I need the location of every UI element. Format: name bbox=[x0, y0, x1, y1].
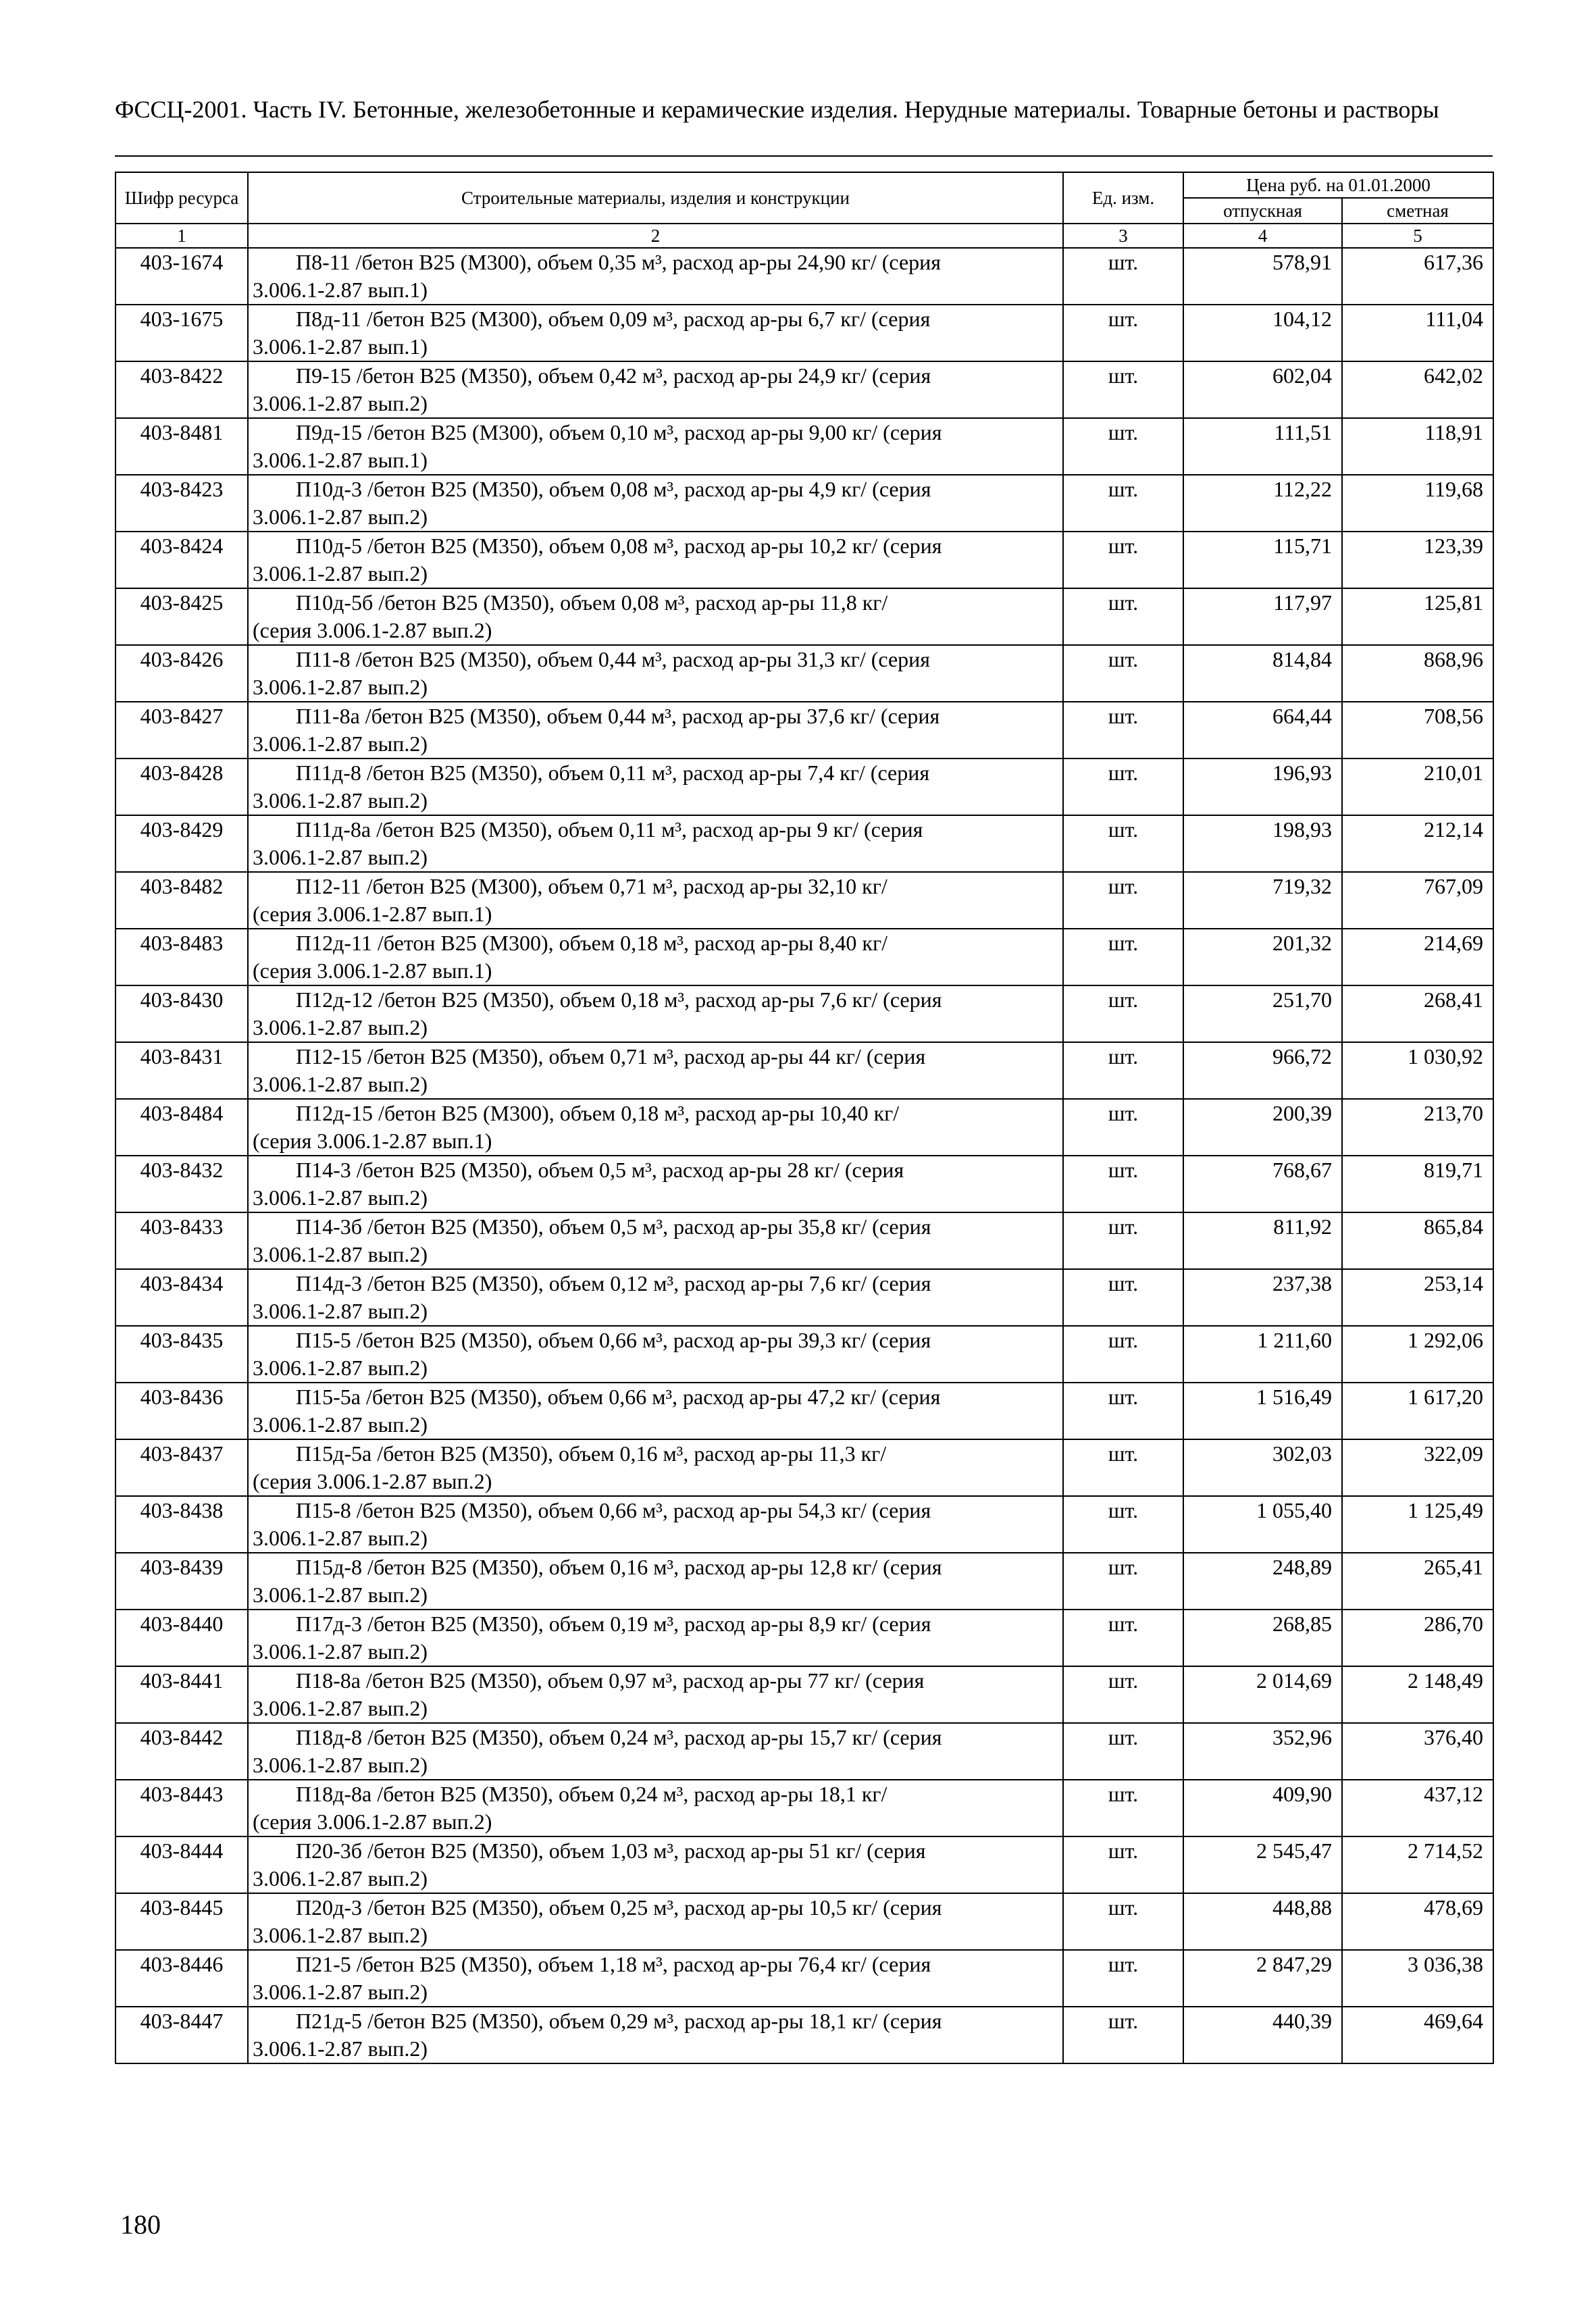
material-description bbox=[248, 1212, 1063, 1269]
resource-code: 403-8424 bbox=[115, 532, 248, 588]
unit: шт. bbox=[1063, 248, 1183, 305]
table-row bbox=[115, 759, 1493, 815]
resource-code: 403-8423 bbox=[115, 475, 248, 532]
description-line: П11д-8а /бетон В25 (М350), объем 0,11 м³, расход ар-ры 9 кг/ (серия bbox=[296, 817, 923, 842]
resource-code: 403-8435 bbox=[115, 1326, 248, 1383]
column-number: 3 bbox=[1063, 224, 1183, 248]
unit: шт. bbox=[1063, 985, 1183, 1042]
price-release: 251,70 bbox=[1183, 985, 1342, 1042]
description-series: 3.006.1-2.87 вып.2) bbox=[253, 731, 428, 756]
description-line: П12-11 /бетон В25 (М300), объем 0,71 м³, расход ар-ры 32,10 кг/ bbox=[296, 874, 887, 898]
description-line: П9-15 /бетон В25 (М350), объем 0,42 м³, расход ар-ры 24,9 кг/ (серия bbox=[296, 363, 931, 388]
description-series: 3.006.1-2.87 вып.2) bbox=[253, 788, 428, 813]
table-row bbox=[115, 1439, 1493, 1496]
description-line: П21д-5 /бетон В25 (М350), объем 0,29 м³, расход ар-ры 18,1 кг/ (серия bbox=[296, 2009, 942, 2033]
table-row bbox=[115, 929, 1493, 985]
table-row bbox=[115, 1610, 1493, 1666]
unit: шт. bbox=[1063, 815, 1183, 872]
price-estimate: 478,69 bbox=[1342, 1893, 1493, 1950]
price-estimate: 265,41 bbox=[1342, 1553, 1493, 1610]
price-release: 2 545,47 bbox=[1183, 1836, 1342, 1893]
description-series: 3.006.1-2.87 вып.1) bbox=[253, 334, 428, 359]
price-estimate: 708,56 bbox=[1342, 702, 1493, 759]
material-description bbox=[248, 1156, 1063, 1212]
page-header: ФССЦ-2001. Часть IV. Бетонные, железобетонные и керамические изделия. Нерудные материалы. Товарные бетоны и растворы bbox=[115, 96, 1439, 123]
resource-code: 403-8429 bbox=[115, 815, 248, 872]
table-row bbox=[115, 1893, 1493, 1950]
description-line: П18д-8а /бетон В25 (М350), объем 0,24 м³, расход ар-ры 18,1 кг/ bbox=[296, 1782, 887, 1806]
material-description bbox=[248, 1666, 1063, 1723]
price-estimate: 1 617,20 bbox=[1342, 1383, 1493, 1439]
unit: шт. bbox=[1063, 1723, 1183, 1780]
table-row bbox=[115, 1950, 1493, 2007]
resource-code: 403-8444 bbox=[115, 1836, 248, 1893]
price-release: 966,72 bbox=[1183, 1042, 1342, 1099]
description-line: П14-3 /бетон В25 (М350), объем 0,5 м³, расход ар-ры 28 кг/ (серия bbox=[296, 1158, 904, 1182]
description-series: 3.006.1-2.87 вып.2) bbox=[253, 391, 428, 415]
unit: шт. bbox=[1063, 1269, 1183, 1326]
table-row bbox=[115, 985, 1493, 1042]
unit: шт. bbox=[1063, 1666, 1183, 1723]
description-series: 3.006.1-2.87 вып.2) bbox=[253, 2036, 428, 2061]
unit: шт. bbox=[1063, 1042, 1183, 1099]
table-row bbox=[115, 1553, 1493, 1610]
material-description bbox=[248, 1383, 1063, 1439]
material-description bbox=[248, 645, 1063, 702]
description-line: П12д-12 /бетон В25 (М350), объем 0,18 м³, расход ар-ры 7,6 кг/ (серия bbox=[296, 987, 942, 1012]
description-series: 3.006.1-2.87 вып.2) bbox=[253, 561, 428, 586]
unit: шт. bbox=[1063, 1439, 1183, 1496]
description-line: П10д-5б /бетон В25 (М350), объем 0,08 м³, расход ар-ры 11,8 кг/ bbox=[296, 590, 888, 615]
resource-code: 403-8432 bbox=[115, 1156, 248, 1212]
price-table bbox=[115, 172, 1494, 2064]
table-row bbox=[115, 645, 1493, 702]
price-release: 104,12 bbox=[1183, 305, 1342, 361]
unit: шт. bbox=[1063, 305, 1183, 361]
description-line: П11-8а /бетон В25 (М350), объем 0,44 м³, расход ар-ры 37,6 кг/ (серия bbox=[296, 704, 940, 728]
price-release: 237,38 bbox=[1183, 1269, 1342, 1326]
unit: шт. bbox=[1063, 588, 1183, 645]
price-release: 602,04 bbox=[1183, 361, 1342, 418]
description-series: 3.006.1-2.87 вып.2) bbox=[253, 1526, 428, 1550]
description-line: П12д-15 /бетон В25 (М300), объем 0,18 м³, расход ар-ры 10,40 кг/ bbox=[296, 1101, 900, 1125]
description-line: П20д-3 /бетон В25 (М350), объем 0,25 м³, расход ар-ры 10,5 кг/ (серия bbox=[296, 1895, 942, 1920]
price-estimate: 3 036,38 bbox=[1342, 1950, 1493, 2007]
description-line: П8д-11 /бетон В25 (М300), объем 0,09 м³, расход ар-ры 6,7 кг/ (серия bbox=[296, 307, 931, 331]
resource-code: 403-8434 bbox=[115, 1269, 248, 1326]
description-line: П8-11 /бетон В25 (М300), объем 0,35 м³, расход ар-ры 24,90 кг/ (серия bbox=[296, 250, 941, 274]
description-line: П11д-8 /бетон В25 (М350), объем 0,11 м³, расход ар-ры 7,4 кг/ (серия bbox=[296, 761, 930, 785]
price-estimate: 469,64 bbox=[1342, 2007, 1493, 2063]
unit: шт. bbox=[1063, 1212, 1183, 1269]
unit: шт. bbox=[1063, 872, 1183, 929]
column-number: 4 bbox=[1183, 224, 1342, 248]
price-estimate: 865,84 bbox=[1342, 1212, 1493, 1269]
table-row bbox=[115, 2007, 1493, 2063]
unit: шт. bbox=[1063, 1950, 1183, 2007]
table-row bbox=[115, 1666, 1493, 1723]
unit: шт. bbox=[1063, 1156, 1183, 1212]
column-number: 2 bbox=[248, 224, 1063, 248]
table-row bbox=[115, 248, 1493, 305]
price-release: 200,39 bbox=[1183, 1099, 1342, 1156]
unit: шт. bbox=[1063, 2007, 1183, 2063]
description-series: 3.006.1-2.87 вып.2) bbox=[253, 845, 428, 869]
material-description bbox=[248, 1950, 1063, 2007]
description-series: (серия 3.006.1-2.87 вып.2) bbox=[253, 1469, 492, 1493]
price-estimate: 212,14 bbox=[1342, 815, 1493, 872]
unit: шт. bbox=[1063, 702, 1183, 759]
material-description bbox=[248, 475, 1063, 532]
material-description bbox=[248, 1553, 1063, 1610]
price-estimate: 123,39 bbox=[1342, 532, 1493, 588]
price-release: 196,93 bbox=[1183, 759, 1342, 815]
description-line: П18-8а /бетон В25 (М350), объем 0,97 м³, расход ар-ры 77 кг/ (серия bbox=[296, 1668, 925, 1693]
description-line: П15д-5а /бетон В25 (М350), объем 0,16 м³, расход ар-ры 11,3 кг/ bbox=[296, 1441, 887, 1466]
header-price-release: отпускная bbox=[1183, 198, 1342, 224]
price-release: 2 847,29 bbox=[1183, 1950, 1342, 2007]
unit: шт. bbox=[1063, 759, 1183, 815]
description-line: П12-15 /бетон В25 (М350), объем 0,71 м³, расход ар-ры 44 кг/ (серия bbox=[296, 1044, 926, 1069]
material-description bbox=[248, 985, 1063, 1042]
price-estimate: 119,68 bbox=[1342, 475, 1493, 532]
page-number: 180 bbox=[120, 2209, 161, 2240]
table-row bbox=[115, 1156, 1493, 1212]
price-release: 1 211,60 bbox=[1183, 1326, 1342, 1383]
description-series: (серия 3.006.1-2.87 вып.2) bbox=[253, 618, 492, 642]
price-estimate: 1 030,92 bbox=[1342, 1042, 1493, 1099]
description-line: П12д-11 /бетон В25 (М300), объем 0,18 м³, расход ар-ры 8,40 кг/ bbox=[296, 931, 887, 955]
price-estimate: 2 148,49 bbox=[1342, 1666, 1493, 1723]
material-description bbox=[248, 1439, 1063, 1496]
material-description bbox=[248, 248, 1063, 305]
resource-code: 403-8427 bbox=[115, 702, 248, 759]
description-series: 3.006.1-2.87 вып.2) bbox=[253, 1185, 428, 1210]
unit: шт. bbox=[1063, 418, 1183, 475]
material-description bbox=[248, 929, 1063, 985]
header-price-group: Цена руб. на 01.01.2000 bbox=[1183, 172, 1493, 198]
description-series: 3.006.1-2.87 вып.2) bbox=[253, 1242, 428, 1266]
description-line: П21-5 /бетон В25 (М350), объем 1,18 м³, расход ар-ры 76,4 кг/ (серия bbox=[296, 1952, 931, 1976]
price-release: 664,44 bbox=[1183, 702, 1342, 759]
unit: шт. bbox=[1063, 1553, 1183, 1610]
description-series: 3.006.1-2.87 вып.2) bbox=[253, 1639, 428, 1664]
unit: шт. bbox=[1063, 1383, 1183, 1439]
resource-code: 403-8443 bbox=[115, 1780, 248, 1836]
price-estimate: 210,01 bbox=[1342, 759, 1493, 815]
price-release: 302,03 bbox=[1183, 1439, 1342, 1496]
description-series: 3.006.1-2.87 вып.2) bbox=[253, 1753, 428, 1777]
table-row bbox=[115, 702, 1493, 759]
description-line: П20-3б /бетон В25 (М350), объем 1,03 м³, расход ар-ры 51 кг/ (серия bbox=[296, 1839, 926, 1863]
resource-code: 403-8442 bbox=[115, 1723, 248, 1780]
description-series: 3.006.1-2.87 вып.2) bbox=[253, 1412, 428, 1437]
header-unit: Ед. изм. bbox=[1063, 172, 1183, 224]
header-rule bbox=[115, 155, 1493, 157]
price-release: 1 055,40 bbox=[1183, 1496, 1342, 1553]
material-description bbox=[248, 1610, 1063, 1666]
price-estimate: 118,91 bbox=[1342, 418, 1493, 475]
description-line: П14д-3 /бетон В25 (М350), объем 0,12 м³, расход ар-ры 7,6 кг/ (серия bbox=[296, 1271, 931, 1295]
price-release: 768,67 bbox=[1183, 1156, 1342, 1212]
column-number: 1 bbox=[115, 224, 248, 248]
description-line: П10д-5 /бетон В25 (М350), объем 0,08 м³, расход ар-ры 10,2 кг/ (серия bbox=[296, 534, 942, 558]
unit: шт. bbox=[1063, 1099, 1183, 1156]
price-release: 268,85 bbox=[1183, 1610, 1342, 1666]
resource-code: 403-8426 bbox=[115, 645, 248, 702]
column-number: 5 bbox=[1342, 224, 1493, 248]
material-description bbox=[248, 1836, 1063, 1893]
unit: шт. bbox=[1063, 532, 1183, 588]
description-series: 3.006.1-2.87 вып.2) bbox=[253, 1866, 428, 1891]
price-release: 578,91 bbox=[1183, 248, 1342, 305]
table-row bbox=[115, 815, 1493, 872]
material-description bbox=[248, 305, 1063, 361]
price-estimate: 125,81 bbox=[1342, 588, 1493, 645]
description-series: 3.006.1-2.87 вып.2) bbox=[253, 1583, 428, 1607]
table-row bbox=[115, 532, 1493, 588]
description-series: (серия 3.006.1-2.87 вып.1) bbox=[253, 958, 492, 983]
material-description bbox=[248, 1723, 1063, 1780]
description-series: 3.006.1-2.87 вып.2) bbox=[253, 1356, 428, 1380]
material-description bbox=[248, 418, 1063, 475]
price-estimate: 868,96 bbox=[1342, 645, 1493, 702]
resource-code: 403-8483 bbox=[115, 929, 248, 985]
resource-code: 403-8431 bbox=[115, 1042, 248, 1099]
unit: шт. bbox=[1063, 1836, 1183, 1893]
price-estimate: 767,09 bbox=[1342, 872, 1493, 929]
unit: шт. bbox=[1063, 645, 1183, 702]
price-release: 248,89 bbox=[1183, 1553, 1342, 1610]
price-estimate: 2 714,52 bbox=[1342, 1836, 1493, 1893]
resource-code: 403-8445 bbox=[115, 1893, 248, 1950]
resource-code: 403-8436 bbox=[115, 1383, 248, 1439]
description-line: П14-3б /бетон В25 (М350), объем 0,5 м³, расход ар-ры 35,8 кг/ (серия bbox=[296, 1214, 931, 1239]
table-row bbox=[115, 1269, 1493, 1326]
table-row bbox=[115, 1780, 1493, 1836]
resource-code: 403-8433 bbox=[115, 1212, 248, 1269]
price-estimate: 286,70 bbox=[1342, 1610, 1493, 1666]
table-row bbox=[115, 1212, 1493, 1269]
resource-code: 403-8446 bbox=[115, 1950, 248, 2007]
unit: шт. bbox=[1063, 1496, 1183, 1553]
unit: шт. bbox=[1063, 929, 1183, 985]
unit: шт. bbox=[1063, 1780, 1183, 1836]
resource-code: 403-8481 bbox=[115, 418, 248, 475]
description-series: 3.006.1-2.87 вып.1) bbox=[253, 278, 428, 302]
material-description bbox=[248, 1099, 1063, 1156]
price-release: 112,22 bbox=[1183, 475, 1342, 532]
material-description bbox=[248, 1326, 1063, 1383]
price-estimate: 437,12 bbox=[1342, 1780, 1493, 1836]
column-number-row bbox=[115, 224, 1493, 248]
description-line: П17д-3 /бетон В25 (М350), объем 0,19 м³, расход ар-ры 8,9 кг/ (серия bbox=[296, 1612, 931, 1636]
description-line: П11-8 /бетон В25 (М350), объем 0,44 м³, расход ар-ры 31,3 кг/ (серия bbox=[296, 647, 930, 671]
price-estimate: 268,41 bbox=[1342, 985, 1493, 1042]
material-description bbox=[248, 1269, 1063, 1326]
price-estimate: 111,04 bbox=[1342, 305, 1493, 361]
price-release: 352,96 bbox=[1183, 1723, 1342, 1780]
description-series: (серия 3.006.1-2.87 вып.1) bbox=[253, 1129, 492, 1153]
description-series: 3.006.1-2.87 вып.2) bbox=[253, 1072, 428, 1096]
resource-code: 403-8447 bbox=[115, 2007, 248, 2063]
price-release: 440,39 bbox=[1183, 2007, 1342, 2063]
unit: шт. bbox=[1063, 1893, 1183, 1950]
table-body bbox=[115, 248, 1493, 2063]
price-estimate: 322,09 bbox=[1342, 1439, 1493, 1496]
material-description bbox=[248, 1780, 1063, 1836]
resource-code: 403-8430 bbox=[115, 985, 248, 1042]
resource-code: 403-8440 bbox=[115, 1610, 248, 1666]
price-estimate: 213,70 bbox=[1342, 1099, 1493, 1156]
table-row bbox=[115, 588, 1493, 645]
material-description bbox=[248, 1496, 1063, 1553]
resource-code: 403-8484 bbox=[115, 1099, 248, 1156]
description-series: (серия 3.006.1-2.87 вып.1) bbox=[253, 902, 492, 926]
table-row bbox=[115, 305, 1493, 361]
table-row bbox=[115, 418, 1493, 475]
table-row bbox=[115, 1099, 1493, 1156]
price-release: 201,32 bbox=[1183, 929, 1342, 985]
price-release: 811,92 bbox=[1183, 1212, 1342, 1269]
resource-code: 403-8441 bbox=[115, 1666, 248, 1723]
price-release: 448,88 bbox=[1183, 1893, 1342, 1950]
table-row bbox=[115, 1496, 1493, 1553]
description-series: 3.006.1-2.87 вып.2) bbox=[253, 1299, 428, 1323]
material-description bbox=[248, 815, 1063, 872]
description-series: (серия 3.006.1-2.87 вып.2) bbox=[253, 1809, 492, 1834]
price-estimate: 1 292,06 bbox=[1342, 1326, 1493, 1383]
unit: шт. bbox=[1063, 1610, 1183, 1666]
table-row bbox=[115, 475, 1493, 532]
material-description bbox=[248, 1893, 1063, 1950]
material-description bbox=[248, 361, 1063, 418]
price-release: 409,90 bbox=[1183, 1780, 1342, 1836]
price-release: 198,93 bbox=[1183, 815, 1342, 872]
resource-code: 403-1674 bbox=[115, 248, 248, 305]
price-estimate: 376,40 bbox=[1342, 1723, 1493, 1780]
material-description bbox=[248, 702, 1063, 759]
unit: шт. bbox=[1063, 475, 1183, 532]
table-row bbox=[115, 1723, 1493, 1780]
description-series: 3.006.1-2.87 вып.2) bbox=[253, 1015, 428, 1039]
price-release: 111,51 bbox=[1183, 418, 1342, 475]
resource-code: 403-8428 bbox=[115, 759, 248, 815]
unit: шт. bbox=[1063, 361, 1183, 418]
description-line: П15-5а /бетон В25 (М350), объем 0,66 м³, расход ар-ры 47,2 кг/ (серия bbox=[296, 1385, 941, 1409]
table-row bbox=[115, 1836, 1493, 1893]
price-estimate: 642,02 bbox=[1342, 361, 1493, 418]
description-series: 3.006.1-2.87 вып.2) bbox=[253, 505, 428, 529]
description-line: П15-5 /бетон В25 (М350), объем 0,66 м³, расход ар-ры 39,3 кг/ (серия bbox=[296, 1328, 931, 1352]
description-line: П15-8 /бетон В25 (М350), объем 0,66 м³, расход ар-ры 54,3 кг/ (серия bbox=[296, 1498, 931, 1522]
description-series: 3.006.1-2.87 вып.1) bbox=[253, 448, 428, 472]
price-release: 719,32 bbox=[1183, 872, 1342, 929]
price-release: 814,84 bbox=[1183, 645, 1342, 702]
resource-code: 403-1675 bbox=[115, 305, 248, 361]
description-line: П18д-8 /бетон В25 (М350), объем 0,24 м³, расход ар-ры 15,7 кг/ (серия bbox=[296, 1725, 942, 1749]
material-description bbox=[248, 872, 1063, 929]
price-estimate: 214,69 bbox=[1342, 929, 1493, 985]
price-estimate: 819,71 bbox=[1342, 1156, 1493, 1212]
resource-code: 403-8425 bbox=[115, 588, 248, 645]
material-description bbox=[248, 588, 1063, 645]
material-description bbox=[248, 759, 1063, 815]
description-line: П15д-8 /бетон В25 (М350), объем 0,16 м³, расход ар-ры 12,8 кг/ (серия bbox=[296, 1555, 942, 1579]
material-description bbox=[248, 1042, 1063, 1099]
resource-code: 403-8437 bbox=[115, 1439, 248, 1496]
table-row bbox=[115, 1383, 1493, 1439]
resource-code: 403-8482 bbox=[115, 872, 248, 929]
material-description bbox=[248, 2007, 1063, 2063]
description-line: П9д-15 /бетон В25 (М300), объем 0,10 м³, расход ар-ры 9,00 кг/ (серия bbox=[296, 420, 942, 444]
unit: шт. bbox=[1063, 1326, 1183, 1383]
resource-code: 403-8438 bbox=[115, 1496, 248, 1553]
price-estimate: 1 125,49 bbox=[1342, 1496, 1493, 1553]
table-row bbox=[115, 1042, 1493, 1099]
description-series: 3.006.1-2.87 вып.2) bbox=[253, 675, 428, 699]
header-code: Шифр ресурса bbox=[115, 172, 248, 224]
price-estimate: 253,14 bbox=[1342, 1269, 1493, 1326]
description-series: 3.006.1-2.87 вып.2) bbox=[253, 1923, 428, 1947]
table-row bbox=[115, 361, 1493, 418]
material-description bbox=[248, 532, 1063, 588]
price-release: 2 014,69 bbox=[1183, 1666, 1342, 1723]
description-series: 3.006.1-2.87 вып.2) bbox=[253, 1980, 428, 2004]
table-row bbox=[115, 1326, 1493, 1383]
price-release: 115,71 bbox=[1183, 532, 1342, 588]
resource-code: 403-8439 bbox=[115, 1553, 248, 1610]
price-release: 1 516,49 bbox=[1183, 1383, 1342, 1439]
price-release: 117,97 bbox=[1183, 588, 1342, 645]
table-row bbox=[115, 872, 1493, 929]
resource-code: 403-8422 bbox=[115, 361, 248, 418]
description-line: П10д-3 /бетон В25 (М350), объем 0,08 м³, расход ар-ры 4,9 кг/ (серия bbox=[296, 477, 931, 501]
header-description: Строительные материалы, изделия и конструкции bbox=[248, 172, 1063, 224]
description-series: 3.006.1-2.87 вып.2) bbox=[253, 1696, 428, 1720]
header-price-estimate: сметная bbox=[1342, 198, 1493, 224]
price-estimate: 617,36 bbox=[1342, 248, 1493, 305]
